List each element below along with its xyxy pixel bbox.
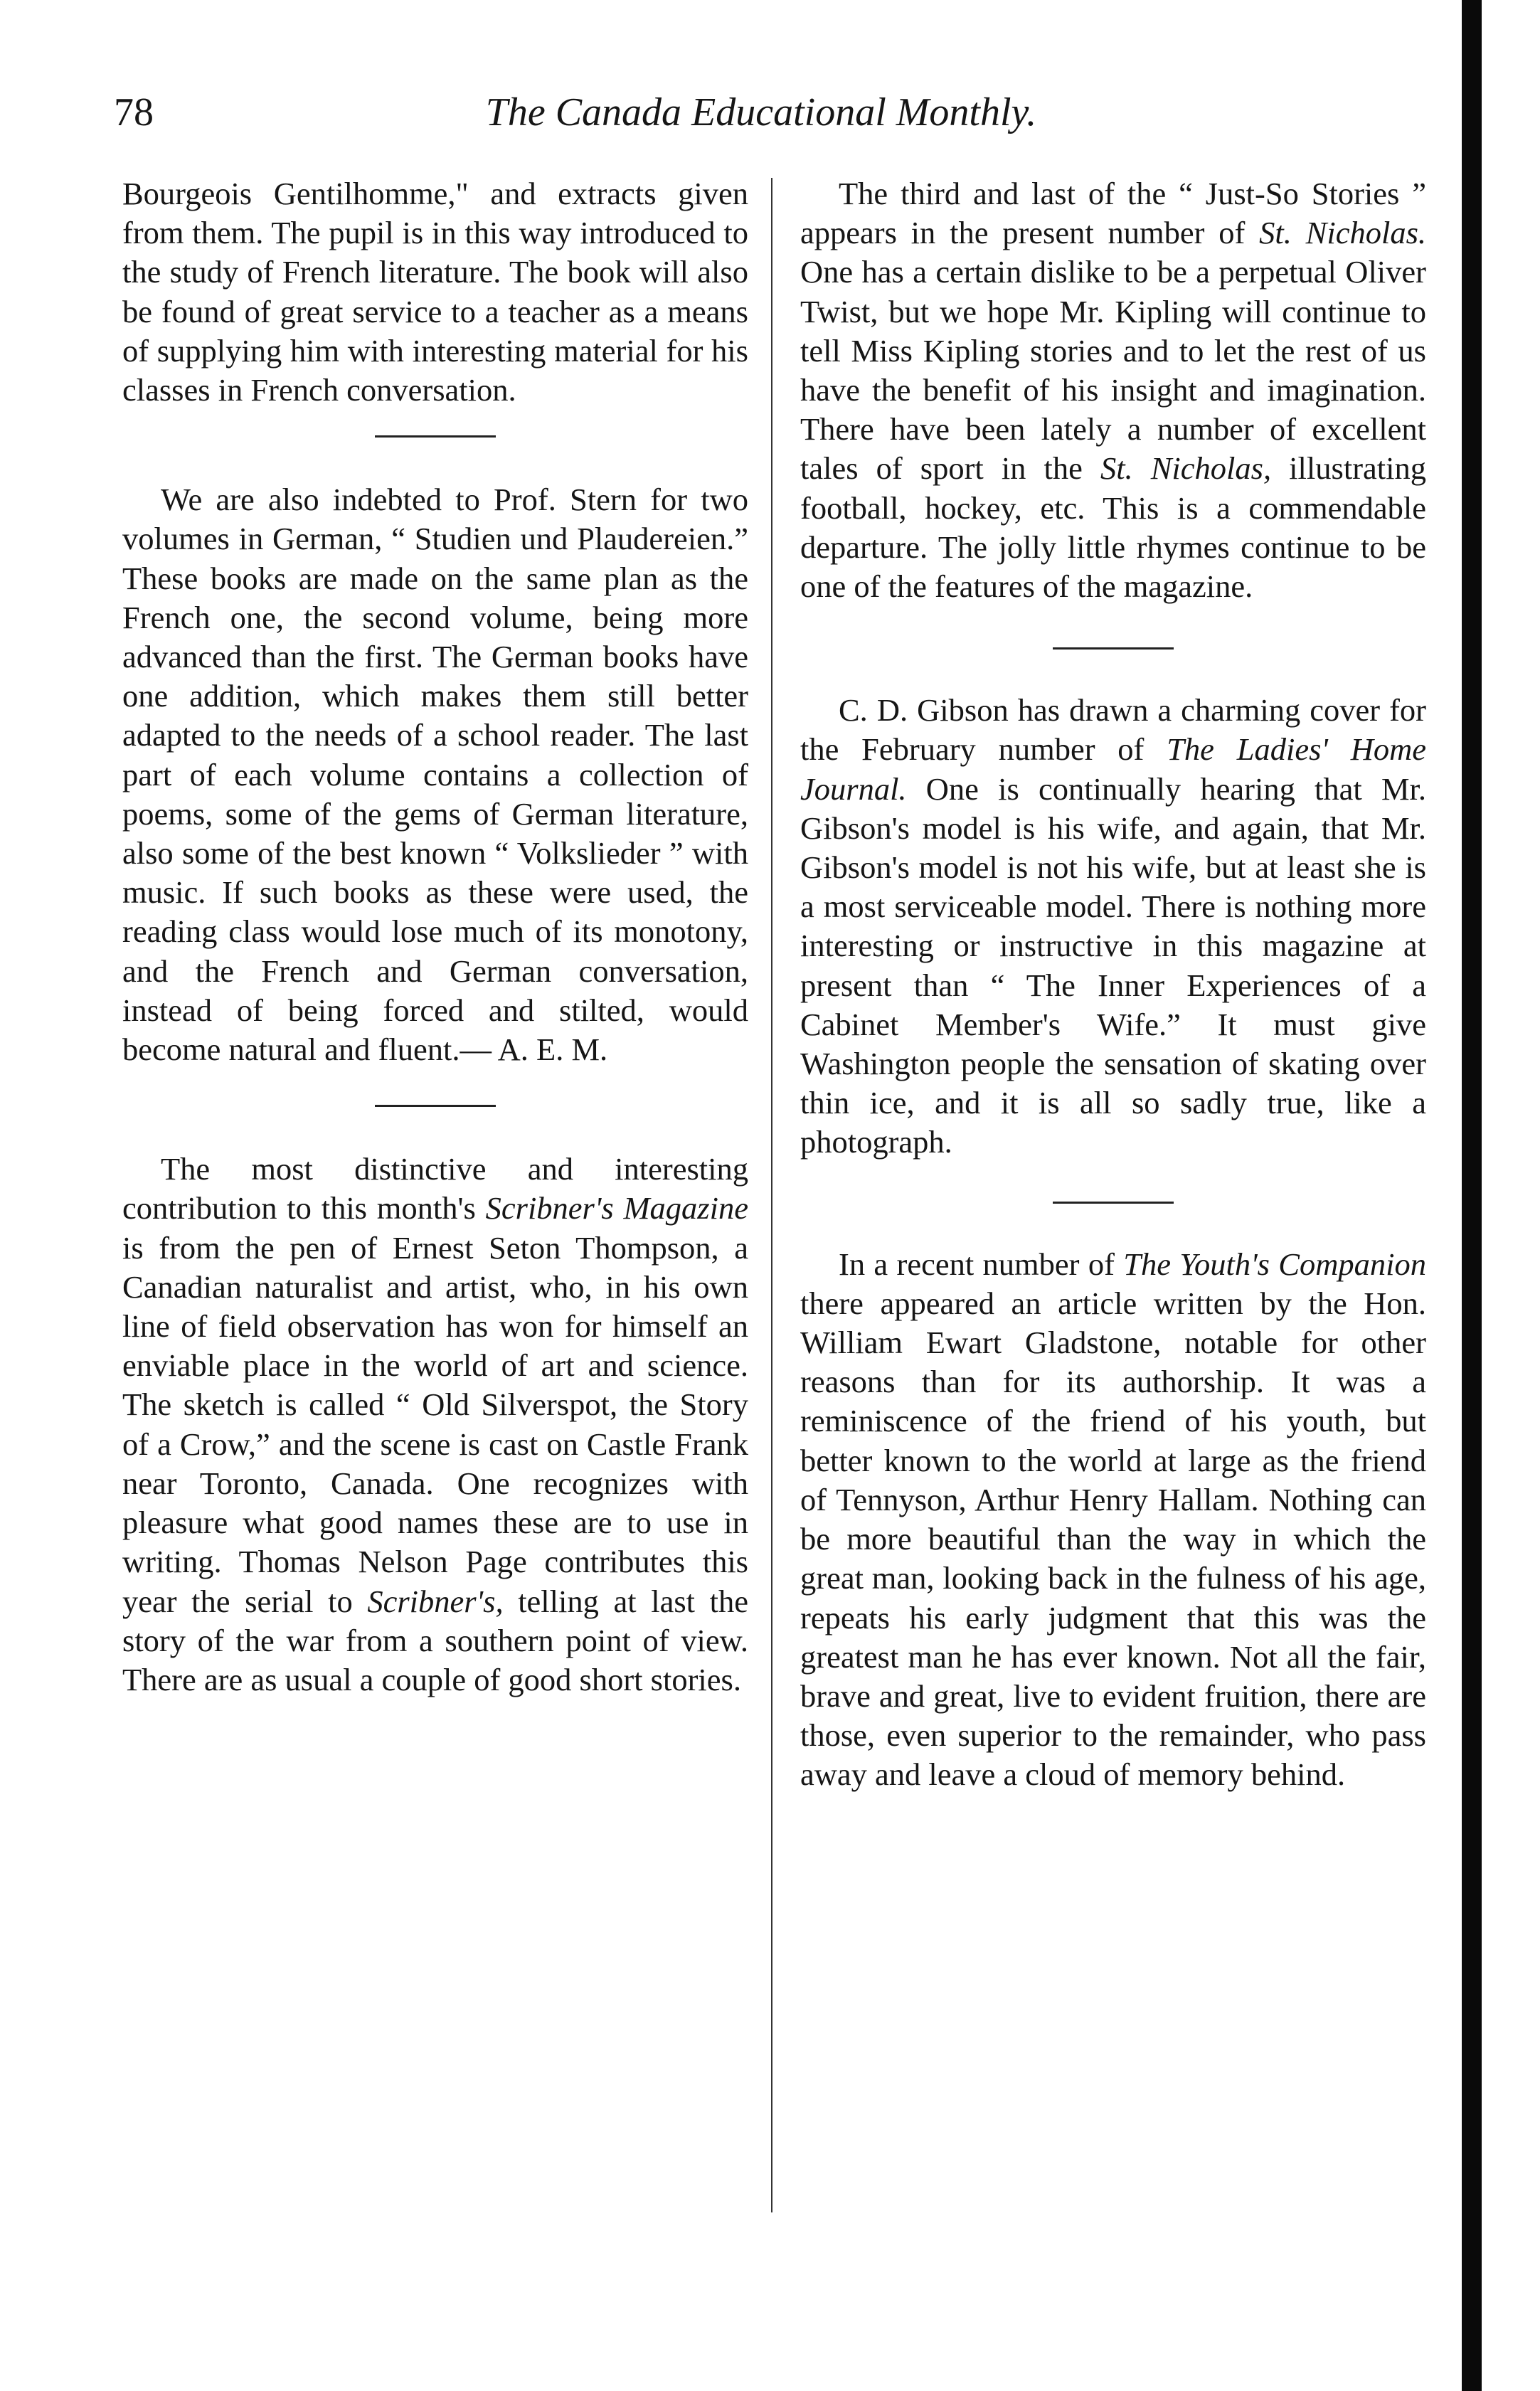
magazine-title: Scribner's Magazine (485, 1190, 748, 1226)
left-column (122, 174, 748, 1700)
running-header (114, 84, 1408, 141)
paragraph-ladies-home-journal: C. D. Gibson has drawn a charming cover for the February number of The Ladies' Home Journal. One is continually hearing that Mr. Gibson's model is his wife, and again, that Mr. Gibson's model is not his wife, but at least she is a most serviceable model. There is nothing more interesting or instructive in this magazine at present than “ The Inner Experiences of a Cabinet Member's Wife.” It must give Washington people the sensation of skating over thin ice, and it is all so sadly true, like a photograph. (800, 692, 1426, 1160)
paragraph-st-nicholas: The third and last of the “ Just-So Stories ” appears in the present number of St. Nicholas. One has a certain dislike to be a perpetual Oliver Twist, but we hope Mr. Kipling will continue to tell Miss Kipling stories and to let the rest of us have the benefit of his insight and imagination. There have been lately a number of excellent tales of sport in the St. Nicholas, illustrating football, hockey, etc. This is a commendable departure. The jolly little rhymes continue to be one of the features of the magazine. (800, 176, 1427, 605)
paragraph-scribners: The most distinctive and interesting contribution to this month's Scribner's Magazine is from the pen of Ernest Seton Thompson, a Canadian naturalist and artist, who, in his own line of field observation has won for himself an enviable place in the world of art and science. The sketch is called “ Old Silverspot, the Story of a Crow,” and the scene is cast on Castle Frank near Toronto, Canada. One recognizes with pleasure what good names these are to use in writing. Thomas Nelson Page contributes this year the serial to Scribner's, telling at last the story of the war from a southern point of view. There are as usual a couple of good short stories. (122, 1151, 748, 1697)
paragraph-youths-companion: In a recent number of The Youth's Companion there appeared an article written by the Hon. William Ewart Gladstone, notable for other reasons than for its authorship. It was a reminiscence of the friend of his youth, but better known to the world at large as the friend of Tennyson, Arthur Henry Hallam. Nothing can be more beautiful than the way in which the great man, looking back in the fulness of his age, repeats his early judgment that this was the greatest man he has ever known. Not all the fair, brave and great, live to evident fruition, there are those, even superior to the remainder, who pass away and leave a cloud of memory behind. (800, 1246, 1426, 1793)
magazine-title: St. Nicholas. (1259, 215, 1427, 251)
section-divider (375, 1105, 496, 1107)
right-column (800, 174, 1426, 1795)
paragraph-german-volumes: We are also indebted to Prof. Stern for two volumes in German, “ Studien und Plaudereien.” These books are made on the same plan as the French one, the second volume, being more advanced than the first. The German books have one addition, which makes them still better adapted to the needs of a school reader. The last part of each volume contains a collection of poems, some of the gems of German literature, also some of the best known “ Volkslieder ” with music. If such books as these were used, the reading class would lose much of its monotony, and the French and German conversation, instead of being forced and stilted, would become natural and fluent.— A. E. M. (122, 482, 748, 1068)
column-rule (771, 178, 772, 2212)
page-number: 78 (114, 90, 154, 134)
section-divider (375, 435, 496, 438)
scan-edge-bar (1462, 0, 1482, 2391)
magazine-title: The Youth's Companion (1123, 1246, 1426, 1282)
magazine-title: The Ladies' Home Journal. (800, 731, 1426, 807)
magazine-title: Scribner's, (367, 1583, 504, 1619)
section-divider (1053, 1202, 1174, 1204)
paragraph-moliere-continuation: Bourgeois Gentilhomme," and extracts given from them. The pupil is in this way introduced to the study of French literature. The book will also be found of great service to a teacher as a means of supplying him with interesting material for his classes in French conversation. (122, 176, 748, 408)
journal-title: The Canada Educational Monthly. (485, 90, 1037, 134)
magazine-title: St. Nicholas, (1100, 450, 1272, 487)
section-divider (1053, 647, 1174, 650)
